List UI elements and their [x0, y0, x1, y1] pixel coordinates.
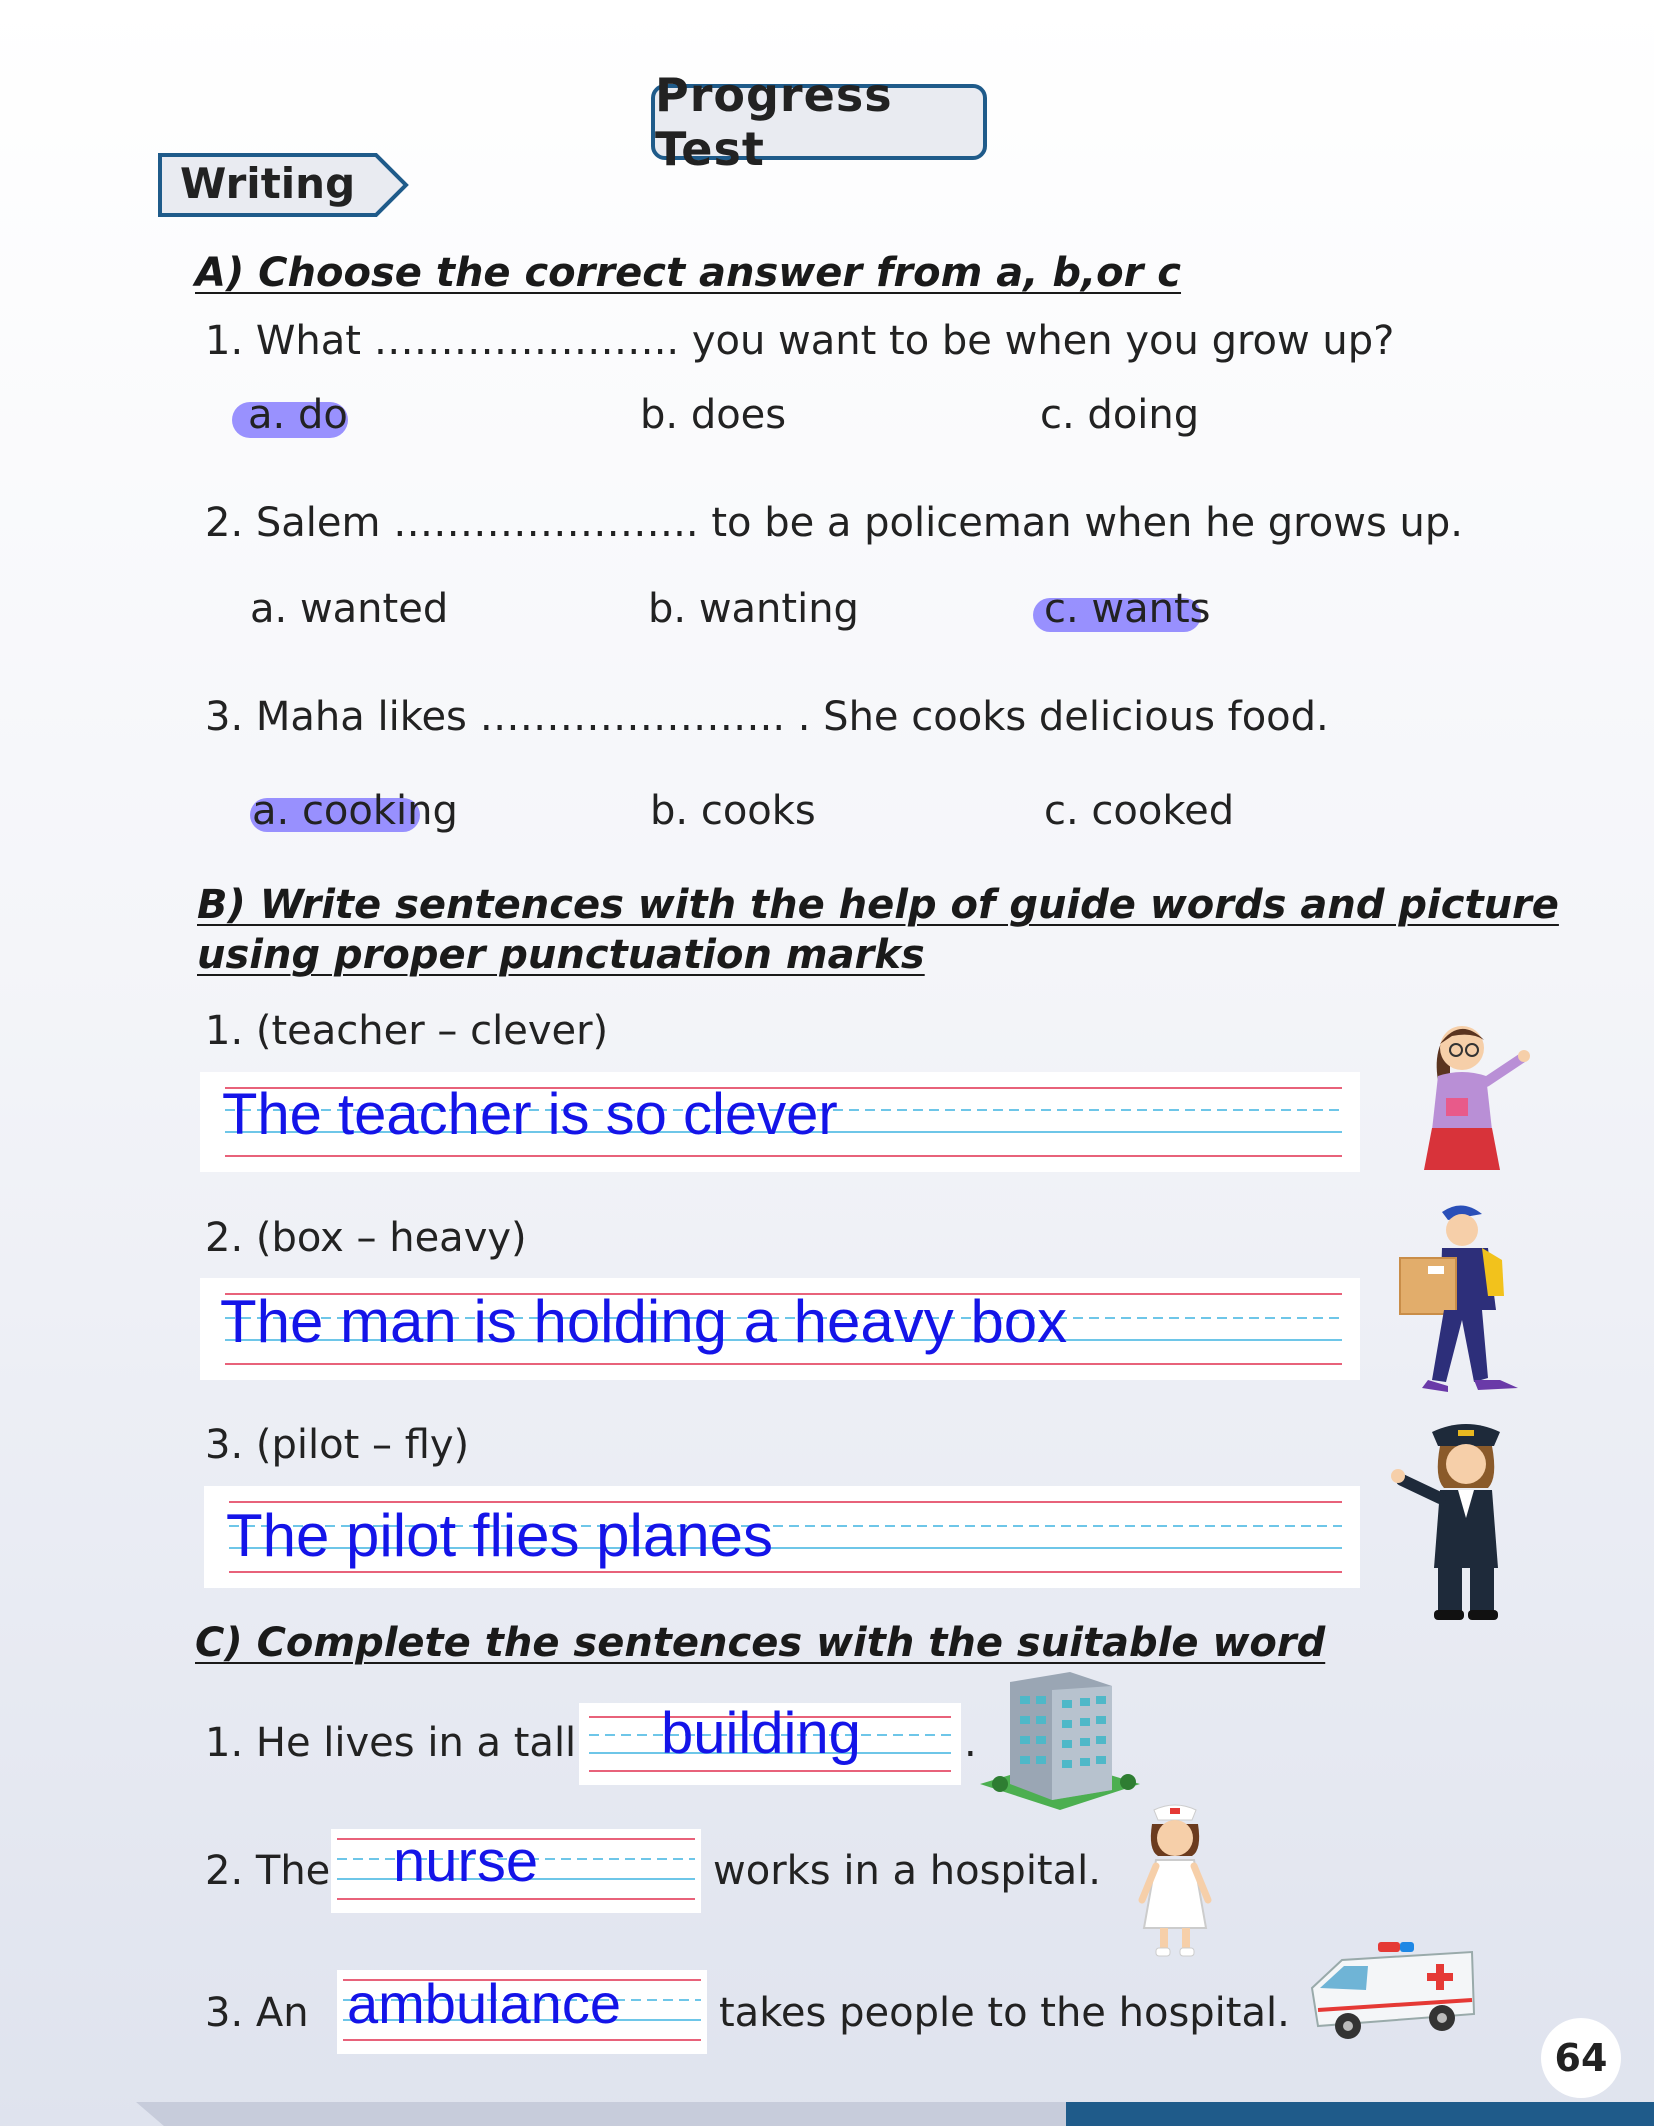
section-tag-label: Writing [180, 159, 356, 208]
nurse-icon [1130, 1800, 1220, 1960]
answer-c2: nurse [393, 1829, 539, 1894]
delivery-man-icon [1392, 1200, 1532, 1400]
answer-c1: building [661, 1701, 861, 1766]
option-a1-b[interactable]: b. does [640, 392, 787, 438]
option-a1-c[interactable]: c. doing [1040, 392, 1200, 438]
section-tag-writing [158, 153, 410, 217]
section-a-heading: A) Choose the correct answer from a, b,or c [195, 250, 1182, 296]
option-a3-a[interactable]: a. cooking [252, 788, 458, 834]
prompt-b1: 1. (teacher – clever) [205, 1008, 609, 1054]
building-icon [980, 1672, 1140, 1812]
building-illustration [980, 1672, 1140, 1812]
answer-b1: The teacher is so clever [222, 1082, 838, 1147]
pilot-illustration [1384, 1418, 1524, 1624]
option-a3-b[interactable]: b. cooks [650, 788, 816, 834]
option-a2-a[interactable]: a. wanted [250, 586, 449, 632]
sentence-c1-before: 1. He lives in a tall [205, 1720, 577, 1766]
prompt-b2: 2. (box – heavy) [205, 1215, 527, 1261]
blank-box-c1[interactable] [579, 1703, 961, 1785]
option-a1-a[interactable]: a. do [248, 392, 348, 438]
writing-box-b3[interactable] [204, 1486, 1360, 1588]
section-b-heading-line1: B) Write sentences with the help of guide words and picture [197, 882, 1559, 928]
pilot-icon [1384, 1418, 1524, 1624]
delivery-man-illustration [1392, 1200, 1532, 1400]
question-a3: 3. Maha likes ………………….. . She cooks delicious food. [205, 694, 1329, 740]
section-c-heading: C) Complete the sentences with the suitable word [195, 1620, 1326, 1666]
writing-box-b2[interactable] [200, 1278, 1360, 1380]
writing-box-b1[interactable] [200, 1072, 1360, 1172]
ambulance-illustration [1308, 1940, 1480, 2044]
answer-c3: ambulance [347, 1972, 621, 2035]
option-a2-c[interactable]: c. wants [1044, 586, 1211, 632]
teacher-icon [1400, 1010, 1540, 1180]
footer-band-right [1066, 2102, 1654, 2126]
nurse-illustration [1130, 1800, 1220, 1960]
sentence-c2-after: works in a hospital. [713, 1848, 1101, 1894]
blank-box-c3[interactable] [337, 1970, 707, 2054]
page-title: Progress Test [651, 84, 987, 160]
sentence-c3-after: takes people to the hospital. [719, 1990, 1290, 2036]
question-a2: 2. Salem ………………….. to be a policeman when he grows up. [205, 500, 1463, 546]
blank-box-c2[interactable] [331, 1829, 701, 1913]
question-a1: 1. What ………………….. you want to be when you grow up? [205, 318, 1395, 364]
option-a3-c[interactable]: c. cooked [1044, 788, 1235, 834]
footer-band-left [136, 2102, 1066, 2126]
sentence-c1-after: . [964, 1720, 977, 1766]
answer-b3: The pilot flies planes [226, 1502, 773, 1569]
option-a2-b[interactable]: b. wanting [648, 586, 859, 632]
sentence-c2-before: 2. The [205, 1848, 331, 1894]
section-b-heading-line2: using proper punctuation marks [197, 932, 925, 978]
sentence-c3-before: 3. An [205, 1990, 309, 2036]
prompt-b3: 3. (pilot – fly) [205, 1422, 470, 1468]
answer-b2: The man is holding a heavy box [220, 1288, 1068, 1355]
ambulance-icon [1308, 1940, 1480, 2044]
teacher-illustration [1400, 1010, 1540, 1180]
page-number: 64 [1541, 2018, 1621, 2098]
